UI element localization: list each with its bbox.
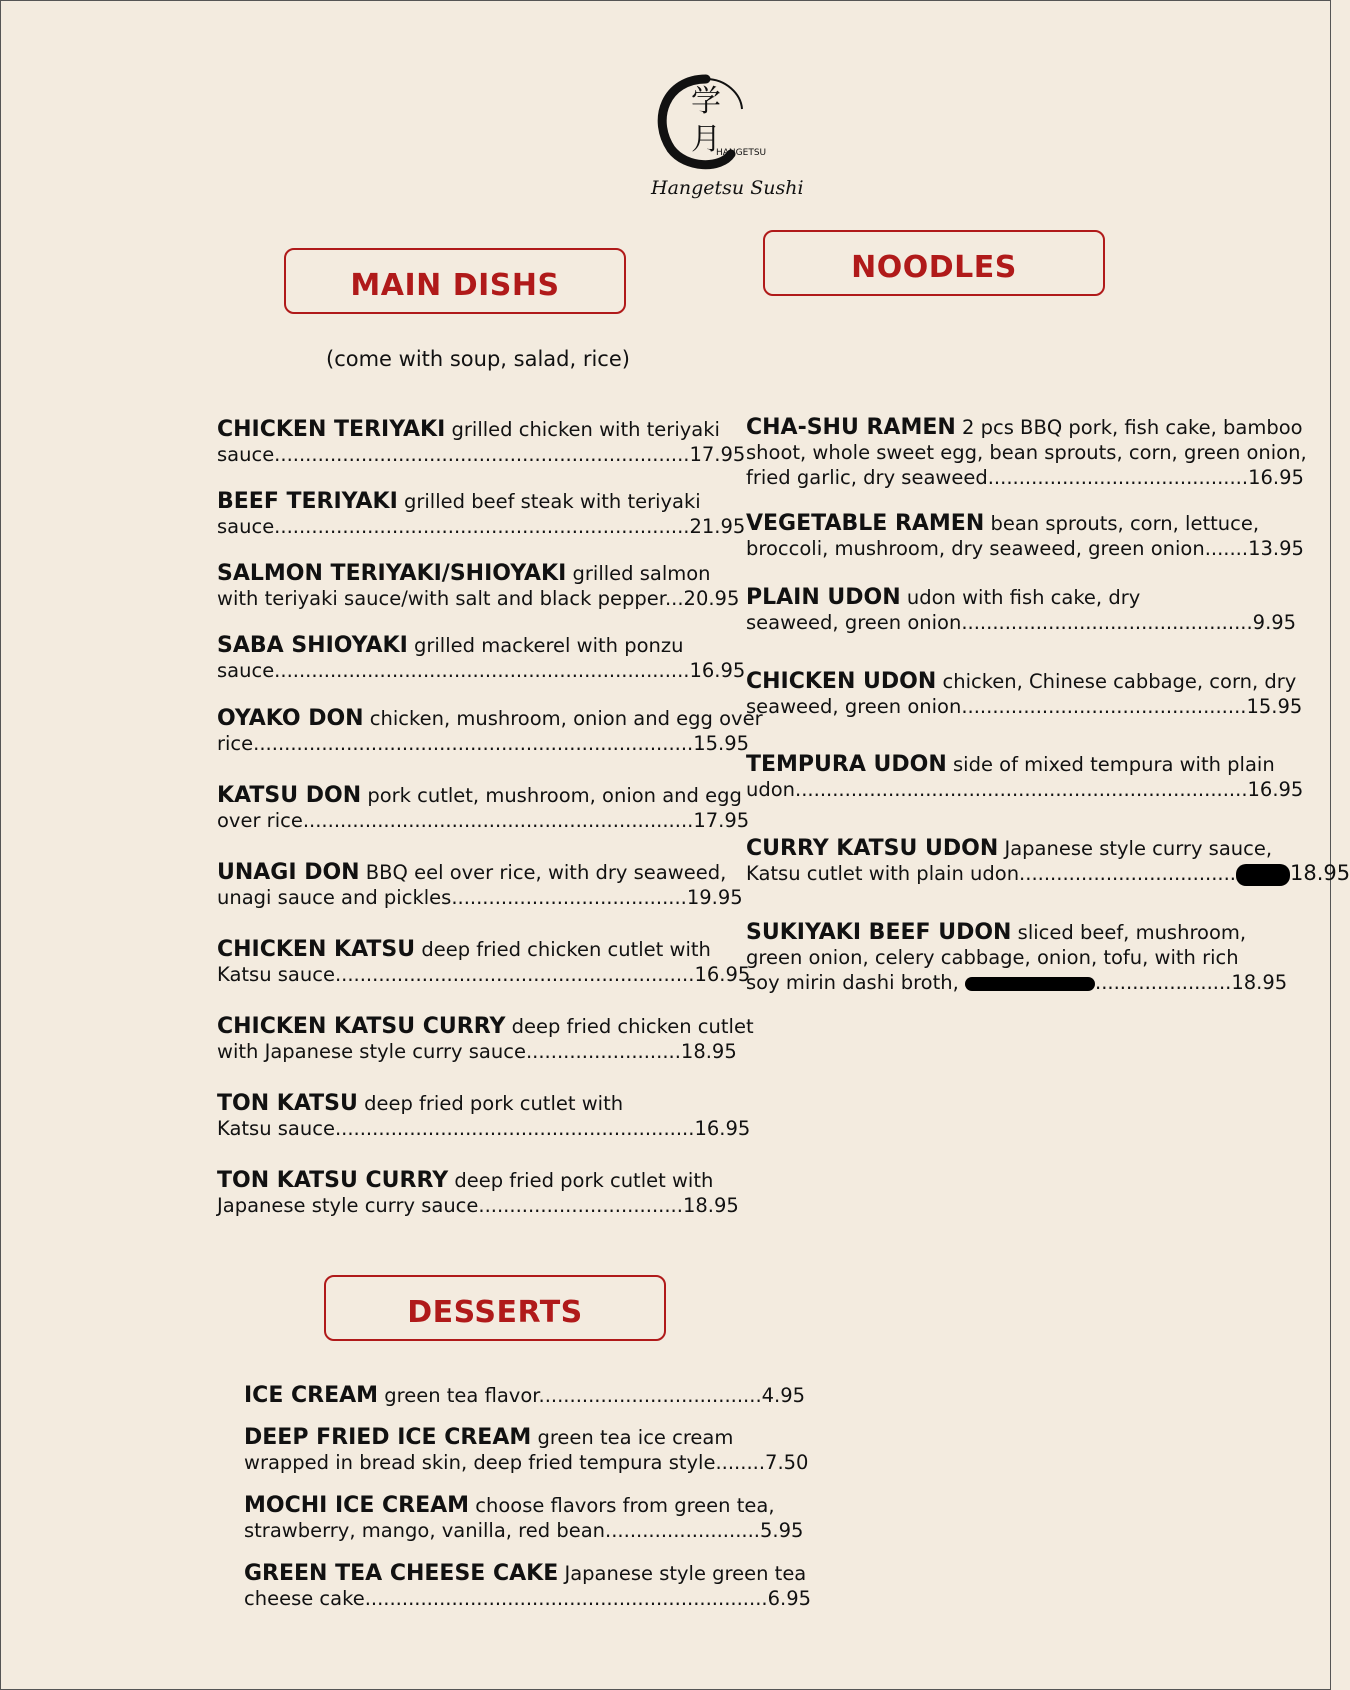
menu-item: SUKIYAKI BEEF UDON sliced beef, mushroom, green onion, celery cabbage, onion, tofu, with rich soy mirin dashi broth, ......................18.95 bbox=[746, 920, 1288, 994]
hangetsu-sushi-logo bbox=[646, 69, 826, 209]
menu-item: SABA SHIOYAKI grilled mackerel with ponzu sauce...................................................................16.95 bbox=[217, 633, 746, 682]
menu-item: CHICKEN TERIYAKI grilled chicken with teriyaki sauce...................................................................17.95 bbox=[217, 417, 746, 466]
menu-item: BEEF TERIYAKI grilled beef steak with teriyaki sauce...................................................................21.95 bbox=[217, 489, 746, 538]
menu-item: SALMON TERIYAKI/SHIOYAKI grilled salmon with teriyaki sauce/with salt and black pepper...20.95 bbox=[217, 561, 740, 610]
menu-item: GREEN TEA CHEESE CAKE Japanese style green tea cheese cake.................................................................6.95 bbox=[244, 1561, 812, 1610]
menu-item: VEGETABLE RAMEN bean sprouts, corn, lettuce, broccoli, mushroom, dry seaweed, green onion.......13.95 bbox=[746, 511, 1304, 560]
svg-text:月: 月 bbox=[691, 122, 721, 157]
menu-item: CURRY KATSU UDON Japanese style curry sauce, Katsu cutlet with plain udon................................... 18.95 bbox=[746, 836, 1350, 885]
redaction-mark bbox=[965, 977, 1095, 991]
logo-mark-icon bbox=[646, 69, 826, 209]
noodles-header: NOODLES bbox=[763, 230, 1105, 296]
main-dishes-header: MAIN DISHS bbox=[284, 248, 626, 314]
menu-item: CHICKEN UDON chicken, Chinese cabbage, corn, dry seaweed, green onion..............................................15.95 bbox=[746, 669, 1303, 718]
menu-item: OYAKO DON chicken, mushroom, onion and egg over rice.......................................................................15.95 bbox=[217, 706, 763, 755]
redaction-mark bbox=[1236, 864, 1290, 886]
menu-item: ICE CREAM green tea flavor....................................4.95 bbox=[244, 1383, 806, 1408]
menu-item: PLAIN UDON udon with fish cake, dry seaweed, green onion...............................................9.95 bbox=[746, 585, 1297, 634]
menu-item: TON KATSU CURRY deep fried pork cutlet with Japanese style curry sauce.................................18.95 bbox=[217, 1168, 739, 1217]
menu-item: TEMPURA UDON side of mixed tempura with plain udon.........................................................................16.95 bbox=[746, 752, 1304, 801]
menu-item: CHICKEN KATSU CURRY deep fried chicken cutlet with Japanese style curry sauce.........................18.95 bbox=[217, 1014, 754, 1063]
menu-item: MOCHI ICE CREAM choose flavors from green tea, strawberry, mango, vanilla, red bean.........................5.95 bbox=[244, 1493, 804, 1542]
menu-item: KATSU DON pork cutlet, mushroom, onion and egg over rice...............................................................17.95 bbox=[217, 783, 750, 832]
svg-text:Hangetsu Sushi: Hangetsu Sushi bbox=[651, 177, 804, 199]
menu-item: CHICKEN KATSU deep fried chicken cutlet with Katsu sauce..........................................................16.95 bbox=[217, 937, 751, 986]
desserts-header: DESSERTS bbox=[324, 1275, 666, 1341]
menu-item: TON KATSU deep fried pork cutlet with Katsu sauce..........................................................16.95 bbox=[217, 1091, 751, 1140]
menu-item: DEEP FRIED ICE CREAM green tea ice cream wrapped in bread skin, deep fried tempura style........7.50 bbox=[244, 1425, 809, 1474]
svg-text:HANGETSU: HANGETSU bbox=[716, 148, 767, 158]
menu-item: CHA-SHU RAMEN 2 pcs BBQ pork, fish cake, bamboo shoot, whole sweet egg, bean sprouts, corn, green onion, fried garlic, dry seaweed..........................................16.95 bbox=[746, 415, 1307, 489]
svg-text:学: 学 bbox=[691, 84, 721, 119]
menu-item: UNAGI DON BBQ eel over rice, with dry seaweed, unagi sauce and pickles......................................19.95 bbox=[217, 860, 743, 909]
main-dishes-note: (come with soup, salad, rice) bbox=[326, 347, 630, 371]
